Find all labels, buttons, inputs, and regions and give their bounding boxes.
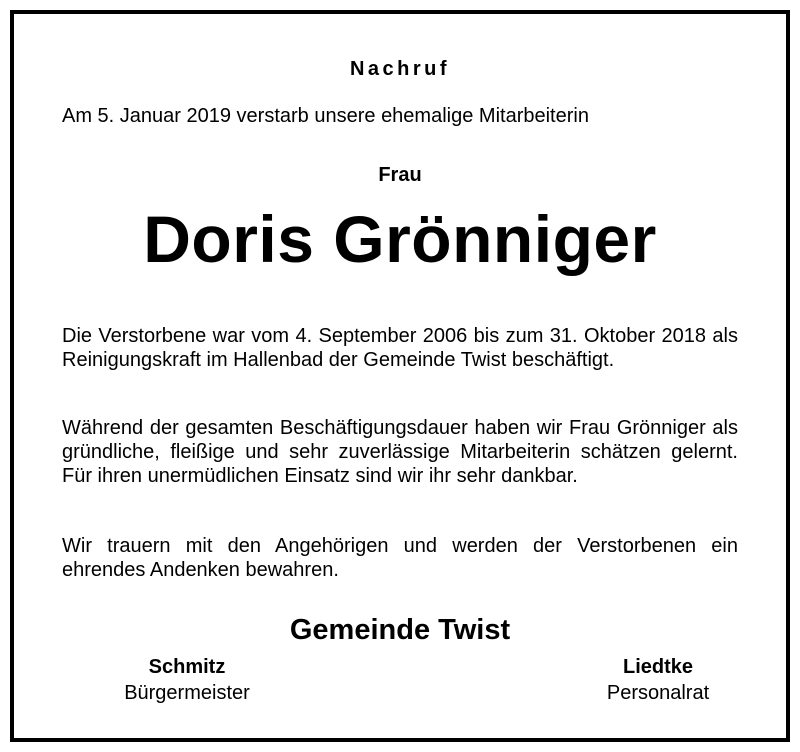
paragraph-mourning: Wir trauern mit den Angehörigen und werden der Verstorbenen ein ehrendes Andenken bewahren. <box>62 535 738 581</box>
intro-text: Am 5. Januar 2019 verstarb unsere ehemalige Mitarbeiterin <box>62 105 589 127</box>
obituary-content <box>62 14 738 738</box>
obituary-heading: Nachruf <box>349 58 451 80</box>
deceased-name: Doris Grönniger <box>143 202 657 276</box>
paragraph-appreciation: Während der gesamten Beschäftigungsdauer haben wir Frau Grönniger als gründliche, fleißige und sehr zuverlässige Mitarbeiterin schätzen gelernt. Für ihren unermüdlichen Einsatz sind wir ihr sehr dankbar. <box>62 417 738 487</box>
signatory-title: Personalrat <box>606 682 710 704</box>
signatory-staff-council <box>578 654 738 706</box>
organization-name: Gemeinde Twist <box>289 614 511 646</box>
paragraph-employment: Die Verstorbene war vom 4. September 2006 bis zum 31. Oktober 2018 als Reinigungskraft im Hallenbad der Gemeinde Twist beschäftigt. <box>62 325 738 371</box>
signatory-name: Schmitz <box>148 656 226 678</box>
obituary-frame <box>10 10 790 742</box>
salutation: Frau <box>378 164 422 186</box>
signatory-title: Bürgermeister <box>124 682 250 704</box>
signatory-mayor <box>112 654 262 706</box>
signatory-name: Liedtke <box>622 656 694 678</box>
